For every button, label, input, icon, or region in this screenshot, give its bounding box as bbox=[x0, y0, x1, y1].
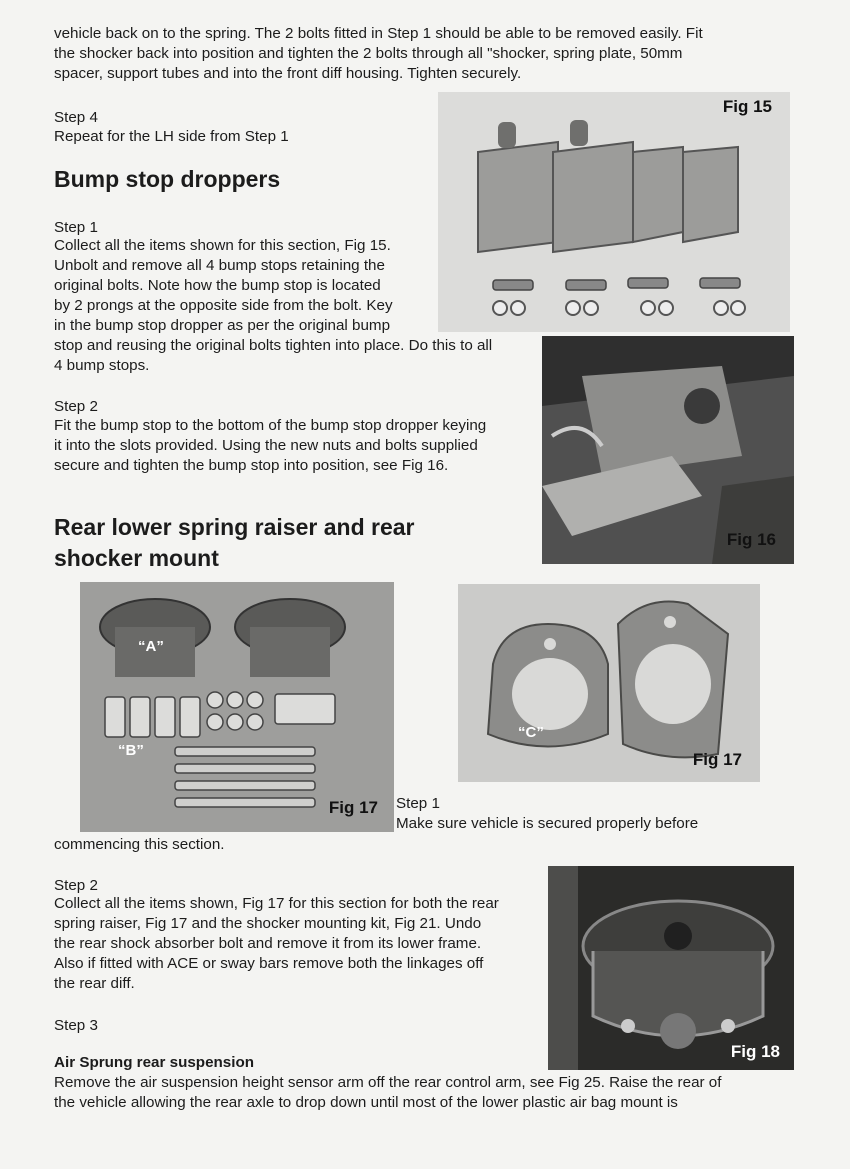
bump-step1-line: 4 bump stops. bbox=[54, 357, 150, 374]
callout-c: “C” bbox=[518, 724, 544, 741]
bump-step1-line: by 2 prongs at the opposite side from the bolt. Key bbox=[54, 297, 393, 314]
fig17-left-label: Fig 17 bbox=[328, 798, 378, 817]
fig17-left-photo bbox=[80, 582, 394, 832]
bump-step2-line: secure and tighten the bump stop into position, see Fig 16. bbox=[54, 457, 449, 474]
air-sprung-line-1: Remove the air suspension height sensor arm off the rear control arm, see Fig 25. Raise the rear of bbox=[54, 1074, 722, 1091]
bump-step1-line: Unbolt and remove all 4 bump stops retaining the bbox=[54, 257, 385, 274]
intro-line-1: vehicle back on to the spring. The 2 bolts fitted in Step 1 should be able to be removed easily. Fit bbox=[54, 25, 703, 42]
rear-step1-title: Step 1 bbox=[396, 795, 440, 812]
rear-step2-line: the rear diff. bbox=[54, 975, 135, 992]
rear-step2-line: spring raiser, Fig 17 and the shocker mounting kit, Fig 21. Undo bbox=[54, 915, 482, 932]
rear-step2-line: Also if fitted with ACE or sway bars remove both the linkages off bbox=[54, 955, 484, 972]
bump-step1-line: original bolts. Note how the bump stop is located bbox=[54, 277, 381, 294]
fig17-right-label: Fig 17 bbox=[692, 750, 742, 769]
rear-step3-title: Step 3 bbox=[54, 1017, 98, 1034]
fig16-label: Fig 16 bbox=[726, 530, 776, 549]
fig15-photo bbox=[438, 92, 790, 332]
step4-title: Step 4 bbox=[54, 109, 98, 126]
step4-text: Repeat for the LH side from Step 1 bbox=[54, 128, 289, 145]
fig18-label: Fig 18 bbox=[730, 1042, 780, 1061]
air-sprung-line-2: the vehicle allowing the rear axle to drop down until most of the lower plastic air bag mount is bbox=[54, 1094, 678, 1111]
bump-step1-line: Collect all the items shown for this section, Fig 15. bbox=[54, 237, 391, 254]
intro-line-2: the shocker back into position and tighten the 2 bolts through all "shocker, spring plate, 50mm bbox=[54, 45, 683, 62]
bump-stop-heading: Bump stop droppers bbox=[54, 166, 281, 192]
bump-step1-title: Step 1 bbox=[54, 219, 98, 236]
bump-step1-line: in the bump stop dropper as per the original bump bbox=[54, 317, 391, 334]
fig16-photo bbox=[542, 336, 794, 564]
rear-step2-line: Collect all the items shown, Fig 17 for this section for both the rear bbox=[54, 895, 499, 912]
fig17-right-photo bbox=[458, 584, 760, 782]
rear-step2-title: Step 2 bbox=[54, 877, 98, 894]
rear-step1-line-2: commencing this section. bbox=[54, 836, 225, 853]
rear-step1-line-1: Make sure vehicle is secured properly before bbox=[396, 815, 699, 832]
fig15-label: Fig 15 bbox=[722, 97, 772, 116]
bump-step2-line: it into the slots provided. Using the new nuts and bolts supplied bbox=[54, 437, 478, 454]
bump-step2-line: Fit the bump stop to the bottom of the bump stop dropper keying bbox=[54, 417, 487, 434]
intro-line-3: spacer, support tubes and into the front diff housing. Tighten securely. bbox=[54, 65, 522, 82]
rear-heading-line-2: shocker mount bbox=[54, 545, 219, 571]
rear-step2-line: the rear shock absorber bolt and remove it from its lower frame. bbox=[54, 935, 482, 952]
rear-heading-line-1: Rear lower spring raiser and rear bbox=[54, 514, 415, 540]
bump-step2-title: Step 2 bbox=[54, 398, 98, 415]
air-sprung-heading: Air Sprung rear suspension bbox=[54, 1054, 255, 1071]
callout-b: “B” bbox=[118, 742, 144, 759]
callout-a: “A” bbox=[138, 638, 164, 655]
fig18-photo bbox=[548, 866, 794, 1070]
bump-step1-line: stop and reusing the original bolts tighten into place. Do this to all bbox=[54, 337, 493, 354]
